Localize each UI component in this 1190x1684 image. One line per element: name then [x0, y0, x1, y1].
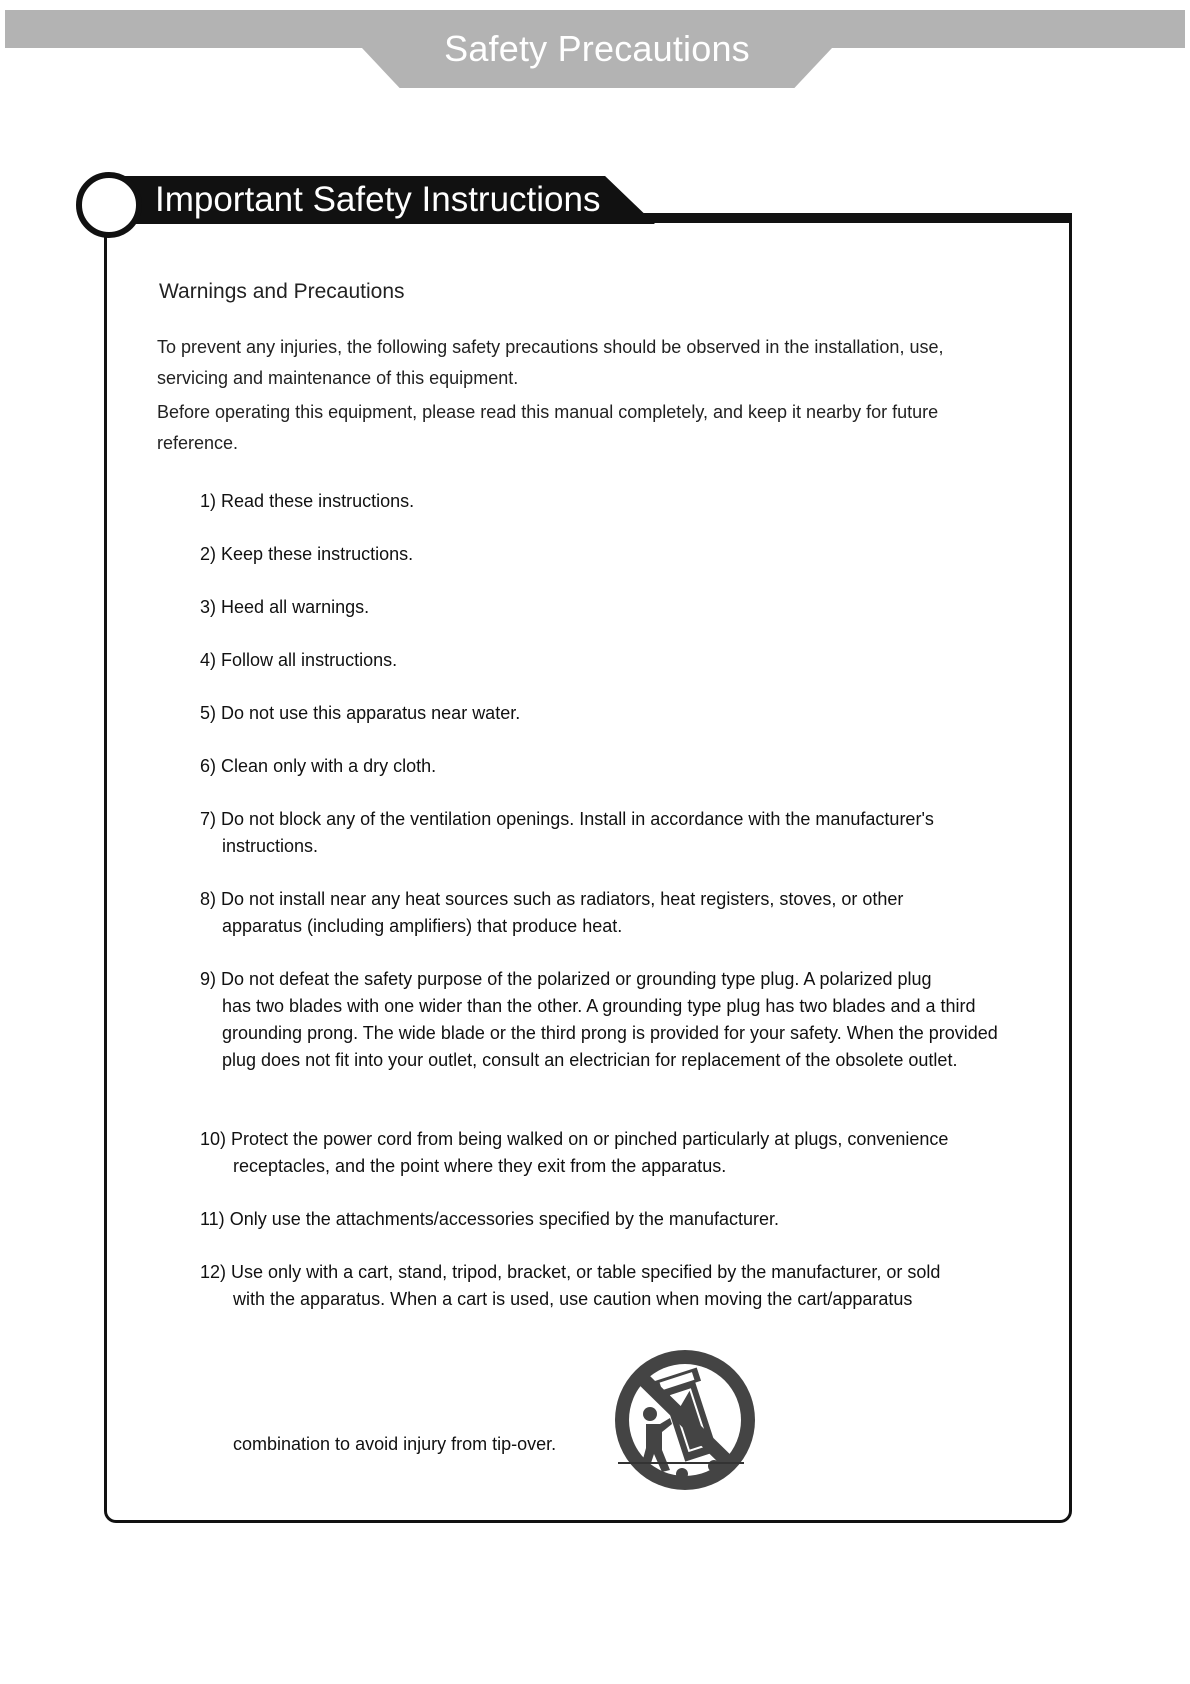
list-item — [200, 1206, 1000, 1233]
item-number: 6) — [200, 756, 217, 776]
list-item — [200, 886, 1000, 940]
item-number: 12) — [200, 1262, 227, 1282]
item-number: 2) — [200, 544, 217, 564]
cart-tip-over-warning-icon — [610, 1348, 760, 1498]
list-item — [200, 647, 1000, 674]
item-text: Do not use this apparatus near water. — [221, 703, 521, 723]
list-item — [200, 753, 1000, 780]
item-number: 1) — [200, 491, 217, 511]
item-text: Do not block any of the ventilation openings. Install in accordance with the manufacturer's — [221, 809, 934, 829]
item-text: Clean only with a dry cloth. — [221, 756, 437, 776]
item-text: Keep these instructions. — [221, 544, 414, 564]
item-number: 5) — [200, 703, 217, 723]
item-tail: combination to avoid injury from tip-over. — [233, 1434, 557, 1454]
page-top-title: Safety Precautions — [444, 28, 750, 69]
list-item — [200, 1259, 1000, 1458]
item-number: 3) — [200, 597, 217, 617]
item-continuation: has two blades with one wider than the other. A grounding type plug has two blades and a third grounding prong. The wide blade or the third prong is provided for your safety. When the provided plug does not fit into your outlet, consult an electrician for replacement of the obsolete outlet. — [222, 996, 998, 1070]
header-title: Important Safety Instructions — [155, 180, 601, 219]
intro-paragraph-1: To prevent any injuries, the following safety precautions should be observed in the installation, use, servicing and maintenance of this equipment. — [157, 337, 944, 388]
item-text: Do not defeat the safety purpose of the polarized or grounding type plug. A polarized plug — [221, 969, 932, 989]
item-text: Do not install near any heat sources such as radiators, heat registers, stoves, or other — [221, 889, 904, 909]
list-item — [200, 700, 1000, 727]
list-item — [200, 966, 1000, 1074]
item-continuation: receptacles, and the point where they exit from the apparatus. — [233, 1156, 727, 1176]
item-text: Only use the attachments/accessories specified by the manufacturer. — [229, 1209, 779, 1229]
item-number: 7) — [200, 809, 217, 829]
item-number: 9) — [200, 969, 217, 989]
list-item — [200, 488, 1000, 515]
list-item — [200, 806, 1000, 860]
item-text: Protect the power cord from being walked on or pinched particularly at plugs, convenience — [231, 1129, 949, 1149]
item-continuation: instructions. — [222, 836, 319, 856]
intro-paragraph-2: Before operating this equipment, please read this manual completely, and keep it nearby for future reference. — [157, 402, 939, 453]
item-text: Read these instructions. — [221, 491, 415, 511]
list-item — [200, 541, 1000, 568]
section-title: Warnings and Precautions — [159, 280, 405, 303]
ground-line — [618, 1462, 744, 1464]
list-item — [200, 1126, 1000, 1180]
item-text: Follow all instructions. — [221, 650, 398, 670]
item-text: Heed all warnings. — [221, 597, 370, 617]
item-continuation: apparatus (including amplifiers) that produce heat. — [222, 916, 623, 936]
item-text: Use only with a cart, stand, tripod, bracket, or table specified by the manufacturer, or sold — [231, 1262, 941, 1282]
item-number: 10) — [200, 1129, 227, 1149]
item-continuation: with the apparatus. When a cart is used, use caution when moving the cart/apparatus — [233, 1289, 913, 1309]
item-number: 8) — [200, 889, 217, 909]
list-item — [200, 594, 1000, 621]
item-number: 4) — [200, 650, 217, 670]
header-circle-icon — [76, 172, 142, 238]
item-number: 11) — [200, 1209, 225, 1229]
